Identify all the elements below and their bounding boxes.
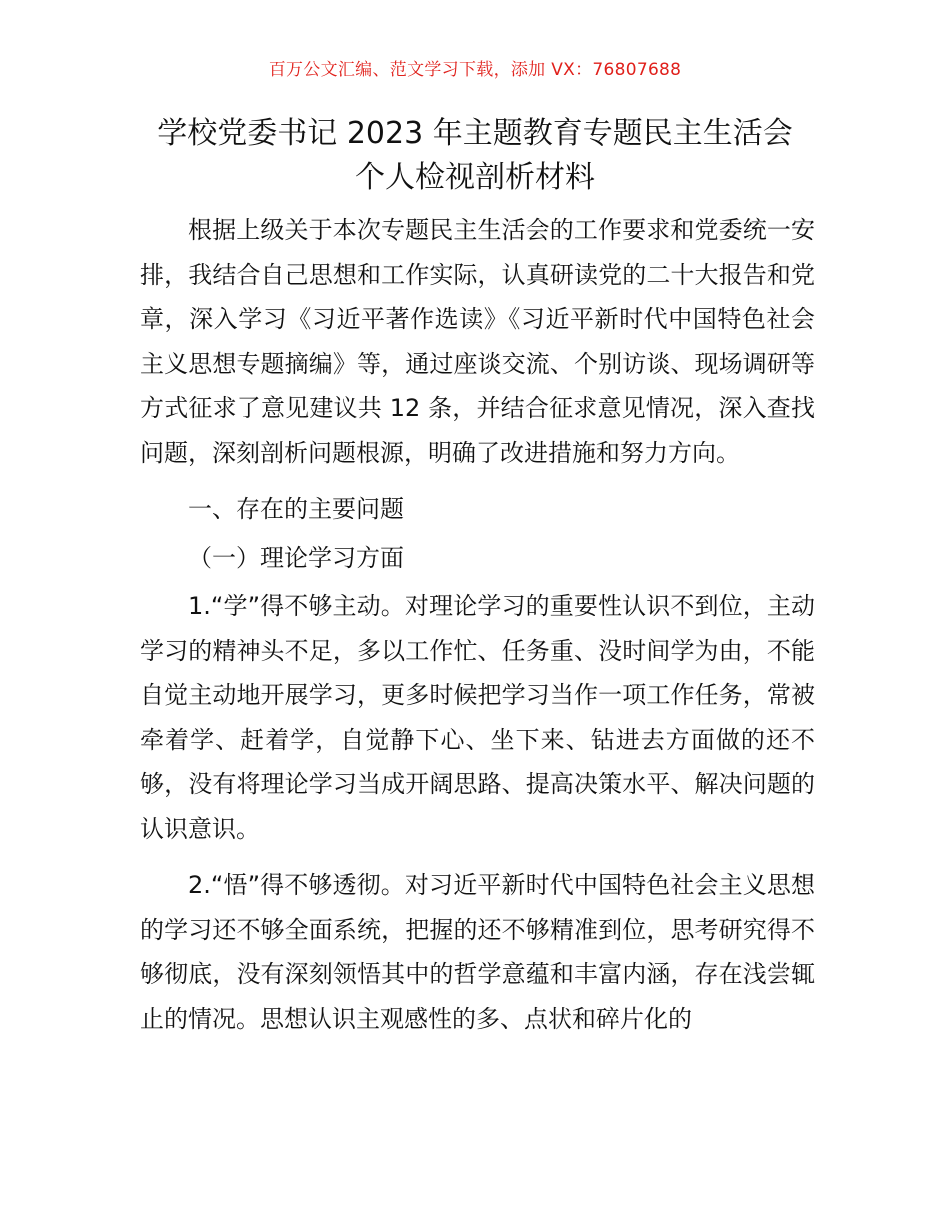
section-heading: 一、存在的主要问题 bbox=[188, 495, 404, 523]
watermark-text: 百万公文汇编、范文学习下载，添加 VX：76807688 bbox=[268, 60, 682, 80]
intro-paragraph: 根据上级关于本次专题民主生活会的工作要求和党委统一安排，我结合自己思想和工作实际，认真研读党的二十大报告和党章，深入学习《习近平著作选读》《习近平新时代中国特色社会主义思想专题摘编》等，通过座谈交流、个别访谈、现场调研等方式征求了意见建议共 12 条，并结合征求意见情况，深入查找问题，深刻剖析问题根源，明确了改进措施和努力方向。 bbox=[140, 216, 815, 467]
item-paragraph-2: 2.“悟”得不够透彻。对习近平新时代中国特色社会主义思想的学习还不够全面系统，把握的还不够精准到位，思考研究得不够彻底，没有深刻领悟其中的哲学意蕴和丰富内涵，存在浅尝辄止的情况。思想认识主观感性的多、点状和碎片化的 bbox=[140, 871, 815, 1033]
document-title bbox=[120, 112, 830, 200]
item-paragraph-1: 1.“学”得不够主动。对理论学习的重要性认识不到位，主动学习的精神头不足，多以工作忙、任务重、没时间学为由，不能自觉主动地开展学习，更多时候把学习当作一项工作任务，常被牵着学、赶着学，自觉静下心、坐下来、钻进去方面做的还不够，没有将理论学习当成开阔思路、提高决策水平、解决问题的认识意识。 bbox=[140, 592, 815, 843]
document-body bbox=[140, 208, 815, 1041]
title-line-1: 学校党委书记 2023 年主题教育专题民主生活会 bbox=[157, 116, 793, 151]
subsection-heading: （一）理论学习方面 bbox=[188, 543, 404, 572]
title-line-2: 个人检视剖析材料 bbox=[355, 160, 595, 195]
